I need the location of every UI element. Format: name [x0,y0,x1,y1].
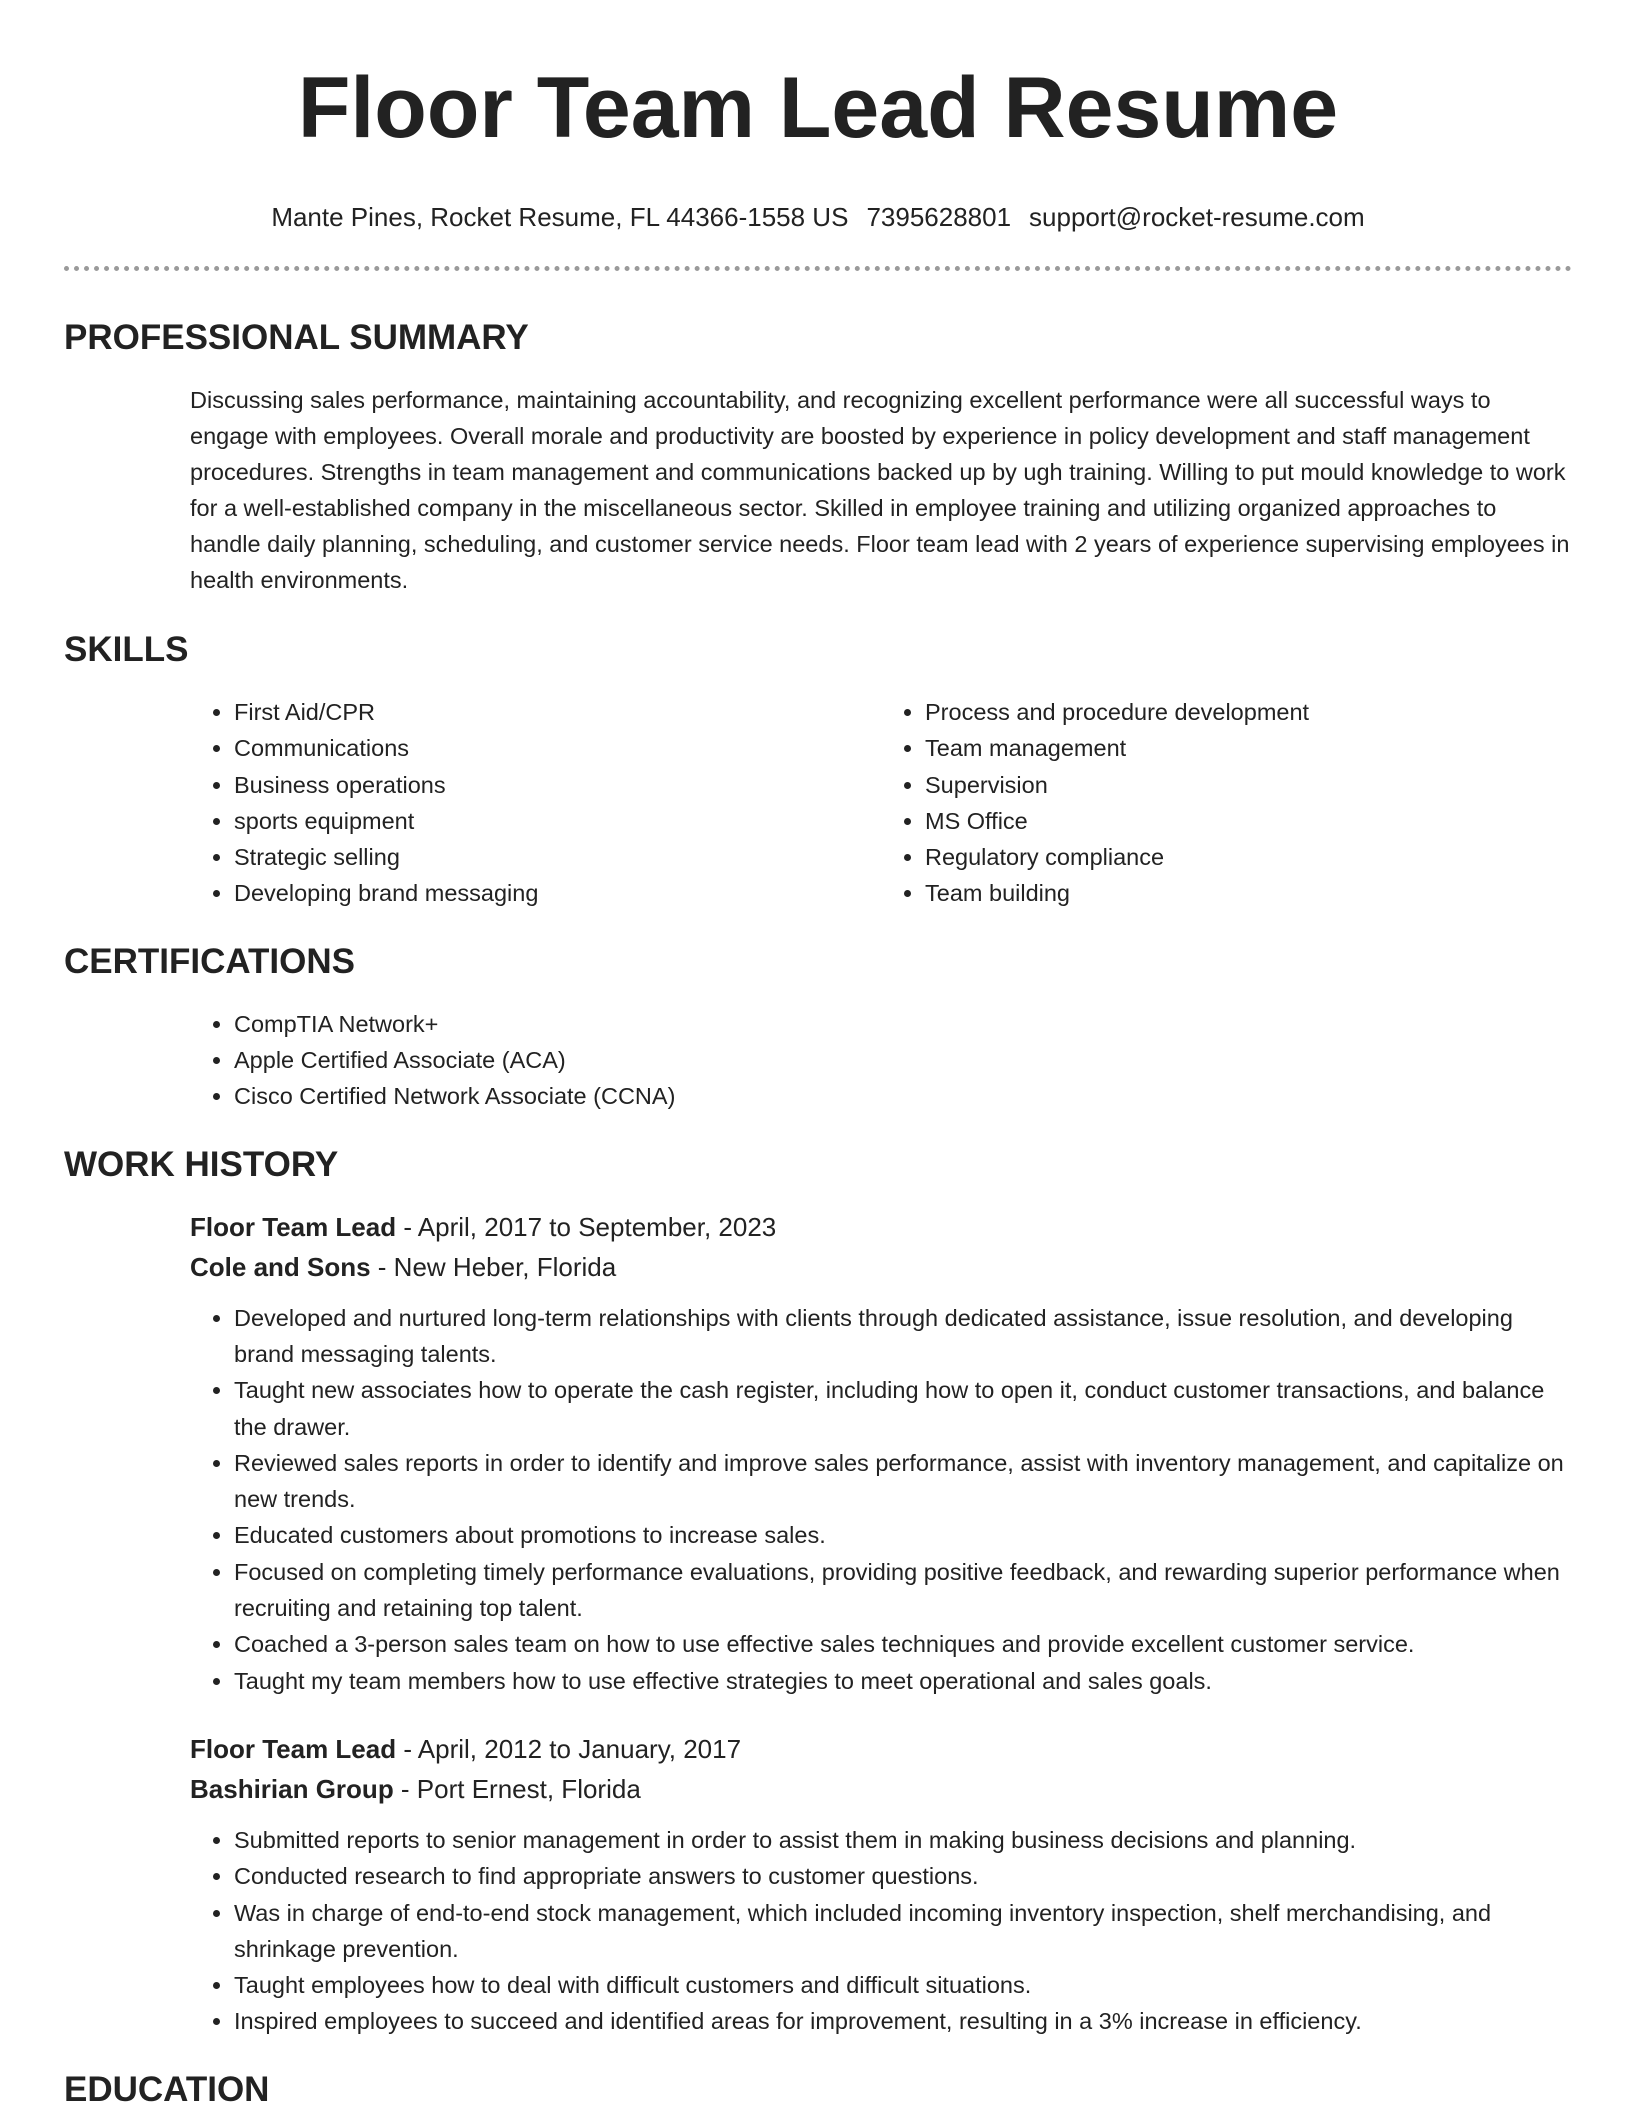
job-bullet: • Educated customers about promotions to increase sales. [234,1517,1572,1553]
contact-line [64,200,1572,234]
certifications-heading: CERTIFICATIONS [64,941,356,981]
skills-list-right [881,694,1572,912]
job-bullets [190,1300,1572,1699]
skill-item: • First Aid/CPR [234,694,881,730]
job-company: Cole and Sons [190,1251,371,1282]
work-history-heading: WORK HISTORY [64,1144,339,1184]
job-bullet: • Conducted research to find appropriate answers to customer questions. [234,1858,1572,1894]
skill-item: • Team building [925,875,1572,911]
job-company: Bashirian Group [190,1773,394,1804]
header-divider [64,266,1572,271]
skill-item: • Business operations [234,767,881,803]
skill-item: • Team management [925,730,1572,766]
job-bullet: • Coached a 3-person sales team on how to use effective sales techniques and provide excellent customer service. [234,1626,1572,1662]
certification-item: • Cisco Certified Network Associate (CCNA) [234,1078,1572,1114]
job-bullets [190,1822,1572,2040]
job-bullet: • Focused on completing timely performance evaluations, providing positive feedback, and rewarding superior performance when recruiting and retaining top talent. [234,1554,1572,1627]
job-bullet: • Submitted reports to senior management in order to assist them in making business decisions and planning. [234,1822,1572,1858]
contact-address: Mante Pines, Rocket Resume, FL 44366-1558 US [271,202,849,232]
job-title-line [190,1729,1572,1769]
job-bullet: • Developed and nurtured long-term relationships with clients through dedicated assistance, issue resolution, and developing brand messaging talents. [234,1300,1572,1373]
job-bullet: • Inspired employees to succeed and identified areas for improvement, resulting in a 3% increase in efficiency. [234,2003,1572,2039]
skill-item: • Process and procedure development [925,694,1572,730]
job-location: - Port Ernest, Florida [393,1773,641,1804]
job-company-line [190,1769,1572,1809]
job-bullet: • Taught new associates how to operate the cash register, including how to open it, conduct customer transactions, and balance the drawer. [234,1372,1572,1445]
job-entry [190,1729,1572,2040]
job-company-line [190,1247,1572,1287]
skill-item: • MS Office [925,803,1572,839]
job-dates: - April, 2017 to September, 2023 [396,1211,777,1242]
resume-page [64,0,1572,2112]
skills-heading: SKILLS [64,630,189,669]
summary-text: Discussing sales performance, maintaining accountability, and recognizing excellent performance were all successful ways to engage with employees. Overall morale and productivity are boosted by experience in policy development and staff management procedures. Strengths in team management and communications backed up by ugh training. Willing to put mould knowledge to work for a well-established company in the miscellaneous sector. Skilled in employee training and utilizing organized approaches to handle daily planning, scheduling, and customer service needs. Floor team lead with 2 years of experience supervising employees in health environments. [190,387,1570,593]
skill-item: • sports equipment [234,803,881,839]
certification-item: • Apple Certified Associate (ACA) [234,1042,1572,1078]
certification-item: • CompTIA Network+ [234,1006,1572,1042]
skill-item: • Developing brand messaging [234,875,881,911]
certifications-list [190,1006,1572,1115]
skills-columns [190,694,1572,912]
skill-item: • Regulatory compliance [925,839,1572,875]
skill-item: • Strategic selling [234,839,881,875]
job-bullet: • Taught employees how to deal with difficult customers and difficult situations. [234,1967,1572,2003]
job-title: Floor Team Lead [190,1733,397,1764]
education-heading: EDUCATION [64,2069,270,2109]
job-title-line [190,1207,1572,1247]
job-bullet: • Taught my team members how to use effective strategies to meet operational and sales goals. [234,1663,1572,1699]
job-dates: - April, 2012 to January, 2017 [396,1733,742,1764]
contact-email: support@rocket-resume.com [1029,202,1365,232]
skill-item: • Communications [234,730,881,766]
summary-heading: PROFESSIONAL SUMMARY [64,318,529,357]
contact-phone: 7395628801 [866,202,1012,232]
job-entry [190,1207,1572,1699]
skills-list-left [190,694,881,912]
resume-title: Floor Team Lead Resume [297,60,1339,156]
job-bullet: • Was in charge of end-to-end stock management, which included incoming inventory inspection, shelf merchandising, and shrinkage prevention. [234,1895,1572,1968]
job-location: - New Heber, Florida [370,1251,617,1282]
job-bullet: • Reviewed sales reports in order to identify and improve sales performance, assist with inventory management, and capitalize on new trends. [234,1445,1572,1518]
skill-item: • Supervision [925,767,1572,803]
job-title: Floor Team Lead [190,1211,397,1242]
